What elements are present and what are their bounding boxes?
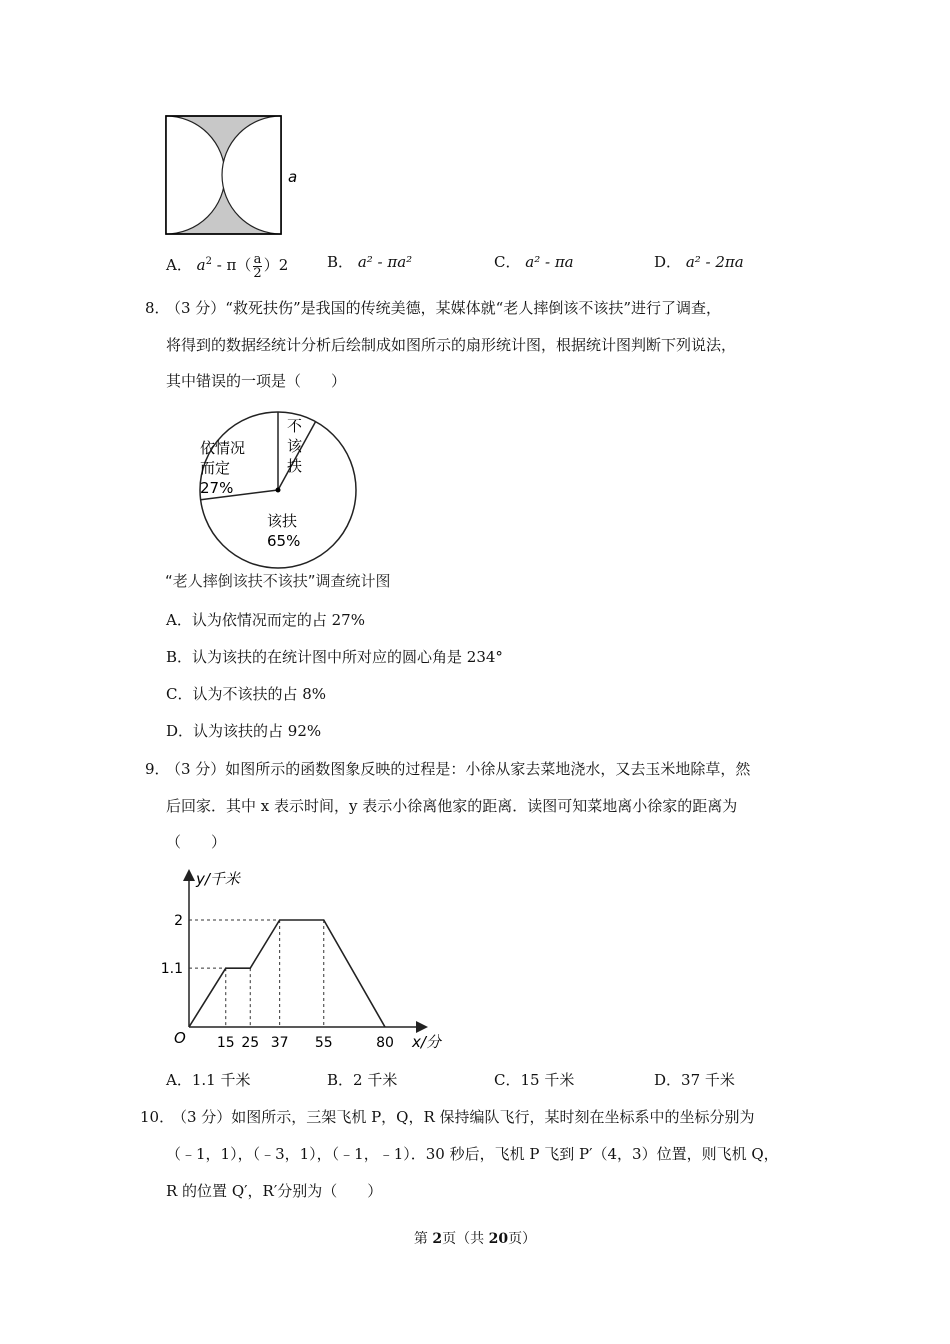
q8-text-line: 其中错误的一项是（ ） xyxy=(166,372,347,390)
q9-text-line: 后回家．其中 x 表示时间，y 表示小徐离他家的距离．读图可知菜地离小徐家的距离为 xyxy=(166,797,738,815)
page-number: 2 xyxy=(432,1231,443,1247)
footer-text: 第 xyxy=(413,1231,433,1247)
option-expr: a xyxy=(196,256,206,274)
y-axis-label: y/千米 xyxy=(196,870,240,888)
option-expr: a² - πa² xyxy=(357,253,413,271)
option-letter: C． xyxy=(494,253,521,271)
q9-number: 9． xyxy=(145,760,170,778)
footer-text: 页） xyxy=(508,1231,537,1247)
q9-text-line: （3 分）如图所示的函数图象反映的过程是：小徐从家去菜地浇水，又去玉米地除草，然 xyxy=(166,760,751,778)
option-expr: ）2 xyxy=(263,256,289,274)
q10-text-line: （3 分）如图所示，三架飞机 P，Q，R 保持编队飞行，某时刻在坐标系中的坐标分别为 xyxy=(172,1108,755,1126)
x-tick-label: 80 xyxy=(376,1035,394,1051)
q8-option-a[interactable]: A．认为依情况而定的占 27% xyxy=(166,611,365,629)
denominator: 2 xyxy=(253,265,262,281)
option-expr: a² - 2πa xyxy=(685,253,744,271)
x-tick-label: 55 xyxy=(314,1035,333,1051)
fraction xyxy=(253,253,261,280)
q9-option-a[interactable]: A．1.1 千米 xyxy=(166,1071,251,1089)
chart-title: “老人摔倒该扶不该扶”调查统计图 xyxy=(165,572,391,590)
q9-option-c[interactable]: C．15 千米 xyxy=(494,1071,575,1089)
option-expr: a² - πa xyxy=(525,253,574,271)
side-label: a xyxy=(288,168,298,186)
q7-option-d[interactable] xyxy=(654,252,744,272)
option-letter: A． xyxy=(166,256,192,274)
q10-number: 10． xyxy=(140,1108,175,1126)
slice-label: 依情况 xyxy=(200,439,246,457)
x-axis-label: x/分 xyxy=(412,1033,441,1051)
q9-option-b[interactable]: B．2 千米 xyxy=(327,1071,398,1089)
slice-label: 扶 xyxy=(287,457,303,475)
slice-label: 不 xyxy=(287,417,303,435)
q7-option-a[interactable]: A． $a^2 - \pi$（ $\frac{a}{2}$ ）2 xyxy=(166,251,289,281)
option-letter: B． xyxy=(327,253,354,271)
option-expr: - π（ xyxy=(211,256,252,274)
y-tick-label: 1.1 xyxy=(160,961,183,978)
q9-text-line: （ ） xyxy=(166,833,227,851)
q8-text-line: 将得到的数据经统计分析后绘制成如图所示的扇形统计图，根据统计图判断下列说法， xyxy=(166,336,737,354)
slice-label: 该 xyxy=(287,437,303,455)
q7-option-b[interactable] xyxy=(327,252,412,272)
page-footer xyxy=(0,1228,950,1248)
slice-label: 65% xyxy=(267,532,301,550)
square-arcs-figure xyxy=(160,110,310,240)
q7-option-c[interactable] xyxy=(494,252,574,272)
total-pages: 20 xyxy=(488,1231,509,1247)
q8-number: 8． xyxy=(145,299,170,317)
q8-option-b[interactable]: B．认为该扶的在统计图中所对应的圆心角是 234° xyxy=(166,648,503,666)
option-letter: D． xyxy=(654,253,682,271)
y-tick-label: 2 xyxy=(174,913,183,929)
distance-line xyxy=(189,920,385,1027)
origin-label: O xyxy=(174,1029,186,1047)
slice-label: 而定 xyxy=(200,459,231,477)
x-tick-label: 15 xyxy=(216,1035,235,1051)
q8-text-line: （3 分）“救死扶伤”是我国的传统美德，某媒体就“老人摔倒该不该扶”进行了调查， xyxy=(166,299,721,317)
x-tick-label: 25 xyxy=(241,1035,260,1051)
q9-option-d[interactable]: D．37 千米 xyxy=(654,1071,735,1089)
slice-label: 27% xyxy=(200,479,234,497)
pie-center-dot xyxy=(276,488,281,493)
x-tick-label: 37 xyxy=(270,1035,289,1051)
footer-text: 页（共 xyxy=(442,1231,489,1247)
slice-label: 该扶 xyxy=(267,512,298,530)
q8-option-c[interactable]: C．认为不该扶的占 8% xyxy=(166,685,327,703)
pie-chart xyxy=(160,400,430,600)
q10-text-line: R 的位置 Q′，R′分别为（ ） xyxy=(166,1182,383,1200)
q8-option-d[interactable]: D．认为该扶的占 92% xyxy=(166,722,322,740)
q10-text-line: （﹣1，1），（﹣3，1），（﹣1，﹣1）．30 秒后，飞机 P 飞到 P′（4，3）位置，则飞机 Q， xyxy=(166,1145,779,1163)
distance-time-graph xyxy=(150,860,470,1060)
numerator: a xyxy=(253,251,262,267)
